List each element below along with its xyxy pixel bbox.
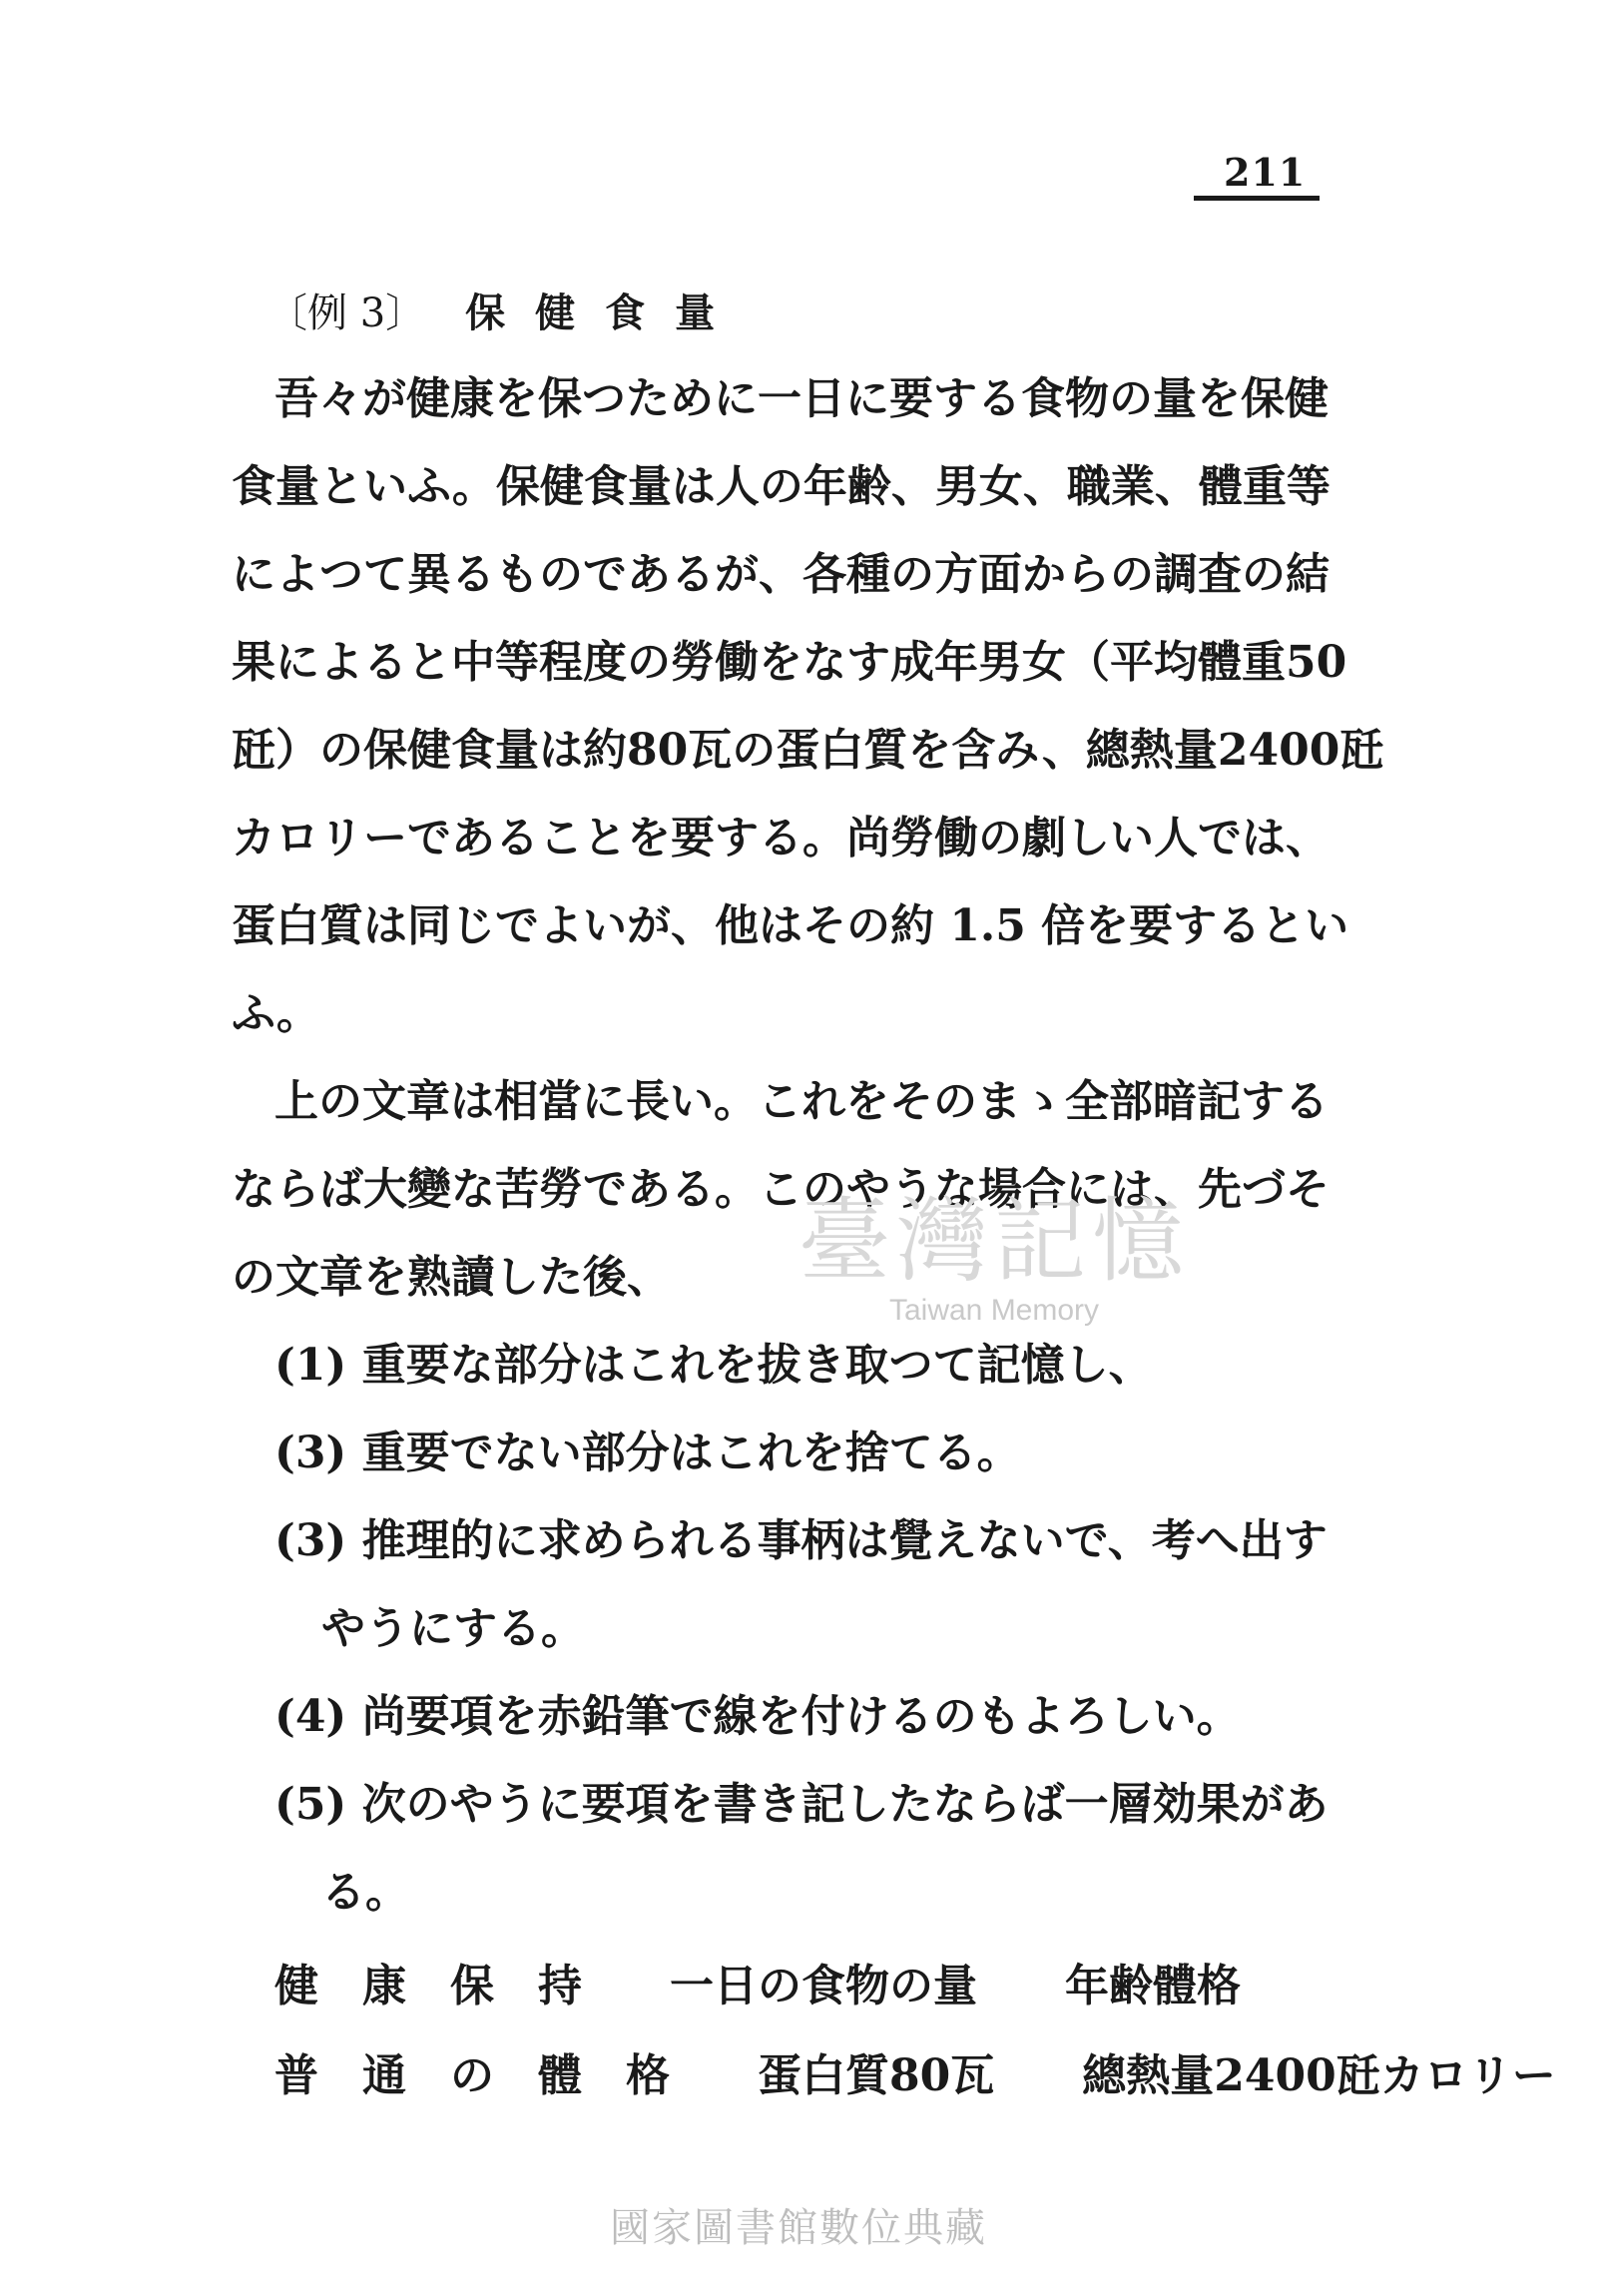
page-number-underline: [1194, 196, 1320, 201]
paragraph1-line: 吾々が健康を保つために一日に要する食物の量を保健: [274, 373, 1329, 424]
paragraph2-line: の文章を熟讀した後、: [232, 1252, 671, 1303]
footer-credit: 國家圖書館數位典藏: [610, 2205, 987, 2251]
heading-title: 保健食量: [465, 289, 746, 336]
summary-row: 健 康 保 持 一日の食物の量 年齢體格: [274, 1961, 1241, 2011]
summary-row: 普 通 の 體 格 蛋白質80瓦 總熱量2400瓩カロリー: [274, 2050, 1556, 2101]
paragraph1-line: カロリーであることを要する。尚勞働の劇しい人では、: [232, 813, 1330, 863]
list-item: (3) 推理的に求められる事柄は覺えないで、考へ出す: [274, 1515, 1328, 1566]
example-label: 〔例 3〕: [267, 290, 426, 336]
list-item: (5) 次のやうに要項を書き記したならば一層効果があ: [274, 1779, 1329, 1830]
section-heading: [267, 282, 745, 338]
paragraph2-line: ならば大變な苦勞である。このやうな場合には、先づそ: [232, 1164, 1330, 1215]
paragraph1-line: 食量といふ。保健食量は人の年齢、男女、職業、體重等: [232, 461, 1331, 512]
paragraph1-line: によつて異るものであるが、各種の方面からの調査の結: [232, 549, 1330, 600]
watermark-latin-text: Taiwan Memory: [888, 1294, 1100, 1327]
paragraph1-line: ふ。: [232, 988, 320, 1039]
paragraph1-line: 瓩）の保健食量は約80瓦の蛋白質を含み、總熱量2400瓩: [232, 725, 1384, 776]
watermark-cjk-text: 臺灣記憶: [798, 1188, 1191, 1295]
list-item: (1) 重要な部分はこれを拔き取つて記憶し、: [274, 1340, 1153, 1391]
paragraph1-line: 果によると中等程度の勞働をなす成年男女（平均體重50: [232, 637, 1347, 688]
paragraph2-line: 上の文章は相當に長い。これをそのまゝ全部暗記する: [274, 1076, 1329, 1127]
list-item: (4) 尚要項を赤鉛筆で線を付けるのもよろしい。: [274, 1691, 1241, 1742]
list-item: (3) 重要でない部分はこれを捨てる。: [274, 1428, 1021, 1478]
page-number: 211: [1224, 150, 1307, 195]
paragraph1-line: 蛋白質は同じでよいが、他はその約 1.5 倍を要するとい: [232, 900, 1349, 951]
list-item-continuation: る。: [321, 1867, 409, 1918]
list-item-continuation: やうにする。: [321, 1603, 585, 1654]
